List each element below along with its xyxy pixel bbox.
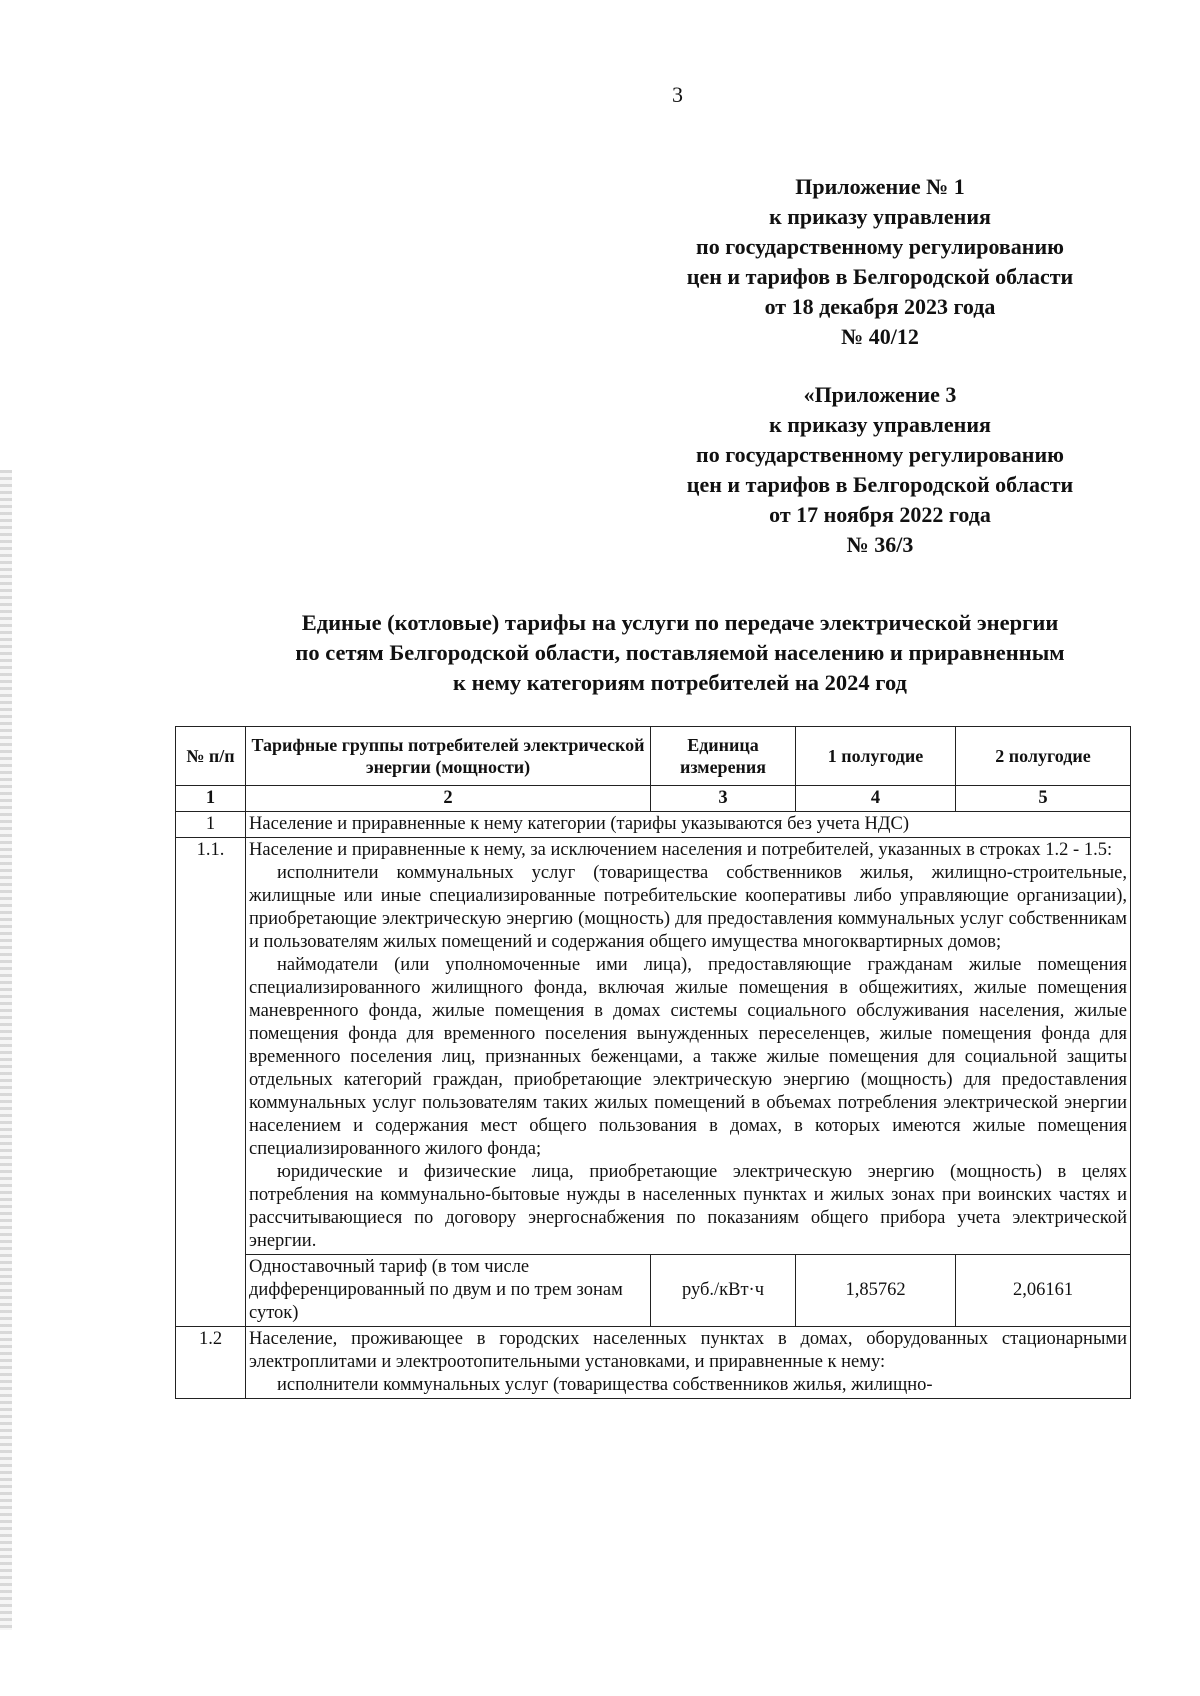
row-text: Население и приравненные к нему категории (тарифы указываются без учета НДС) [246,812,1131,838]
row-number: 1.1. [176,838,246,1327]
page-number: 3 [672,82,683,107]
tariff-table [175,726,1131,1399]
row-number: 1.2 [176,1327,246,1399]
tariff-half1-value: 1,85762 [796,1255,956,1327]
table-header-row [176,727,1131,786]
row-paragraph: наймодатели (или уполномоченные ими лица), предоставляющие гражданам жилые помещения специализированного жилищного фонда, включая жилые помещения в общежитиях, жилые помещения маневренного фонда, жилые помещения в домах системы социального обслуживания населения, жилые помещения фонда для временного поселения вынужденных переселенцев, жилые помещения фонда для временного поселения лиц, признанных беженцами, а также жилые помещения для социальной защиты отдельных категорий граждан, приобретающие электрическую энергию (мощность) для предоставления коммунальных услуг пользователям таких жилых помещений в объемах потребления электрической энергии населением и содержания мест общего пользования в домах, в которых имеются жилые помещения специализированного жилого фонда; [249,955,1127,1159]
column-number-row [176,786,1131,812]
appendix-3-line: от 17 ноября 2022 года [769,502,991,527]
col-number: 5 [956,786,1131,812]
row-intro: Население, проживающее в городских населенных пунктах в домах, оборудованных стационарными электроплитами и электроотопительными установками, и приравненные к нему: [249,1329,1127,1372]
appendix-3-line: № 36/3 [846,532,914,557]
appendix-3-line: к приказу управления [769,412,991,437]
appendix-1-line: по государственному регулированию [696,234,1064,259]
appendix-3-header [600,380,1160,560]
appendix-3-line: цен и тарифов в Белгородской области [686,472,1074,497]
appendix-1-line: № 40/12 [841,324,919,349]
appendix-1-line: к приказу управления [769,204,991,229]
row-paragraph: исполнители коммунальных услуг (товарищества собственников жилья, жилищно-строительные, жилищные или иные специализированные потребительские кооперативы либо управляющие организации), приобретающие электрическую энергию (мощность) для предоставления коммунальных услуг собственникам и пользователям жилых помещений и содержания общего имущества многоквартирных домов; [249,863,1127,952]
row-description [246,838,1131,1255]
col-number: 4 [796,786,956,812]
table-row [176,1327,1131,1399]
tariff-name: Одноставочный тариф (в том числе дифференцированный по двум и по трем зонам суток) [246,1255,651,1327]
tariff-unit: руб./кВт·ч [651,1255,796,1327]
row-description [246,1327,1131,1399]
row-paragraph: юридические и физические лица, приобретающие электрическую энергию (мощность) в целях потребления на коммунально-бытовые нужды в населенных пунктах и жилых зонах при воинских частях и рассчитывающиеся по договору энергоснабжения по показаниям общего прибора учета электрической энергии. [249,1162,1127,1251]
row-number: 1 [176,812,246,838]
row-paragraph: исполнители коммунальных услуг (товарищества собственников жилья, жилищно- [277,1375,933,1395]
col-number: 2 [246,786,651,812]
appendix-3-line: по государственному регулированию [696,442,1064,467]
header-unit: Единица измерения [651,727,796,786]
table-row [176,812,1131,838]
appendix-3-line: «Приложение 3 [803,382,957,407]
col-number: 1 [176,786,246,812]
appendix-1-line: Приложение № 1 [795,174,965,199]
header-group: Тарифные группы потребителей электрической энергии (мощности) [246,727,651,786]
title-line: к нему категориям потребителей на 2024 год [453,670,907,695]
document-title [200,608,1160,698]
title-line: по сетям Белгородской области, поставляемой населению и приравненным [295,640,1065,665]
appendix-1-line: от 18 декабря 2023 года [764,294,996,319]
scan-edge-artifact [0,470,12,1630]
header-half2: 2 полугодие [956,727,1131,786]
row-intro: Население и приравненные к нему, за исключением населения и потребителей, указанных в строках 1.2 - 1.5: [249,840,1113,860]
tariff-row [176,1255,1131,1327]
title-line: Единые (котловые) тарифы на услуги по передаче электрической энергии [301,610,1059,635]
header-num: № п/п [176,727,246,786]
appendix-1-header [600,172,1160,352]
col-number: 3 [651,786,796,812]
appendix-1-line: цен и тарифов в Белгородской области [686,264,1074,289]
header-half1: 1 полугодие [796,727,956,786]
tariff-half2-value: 2,06161 [956,1255,1131,1327]
table-row [176,838,1131,1255]
